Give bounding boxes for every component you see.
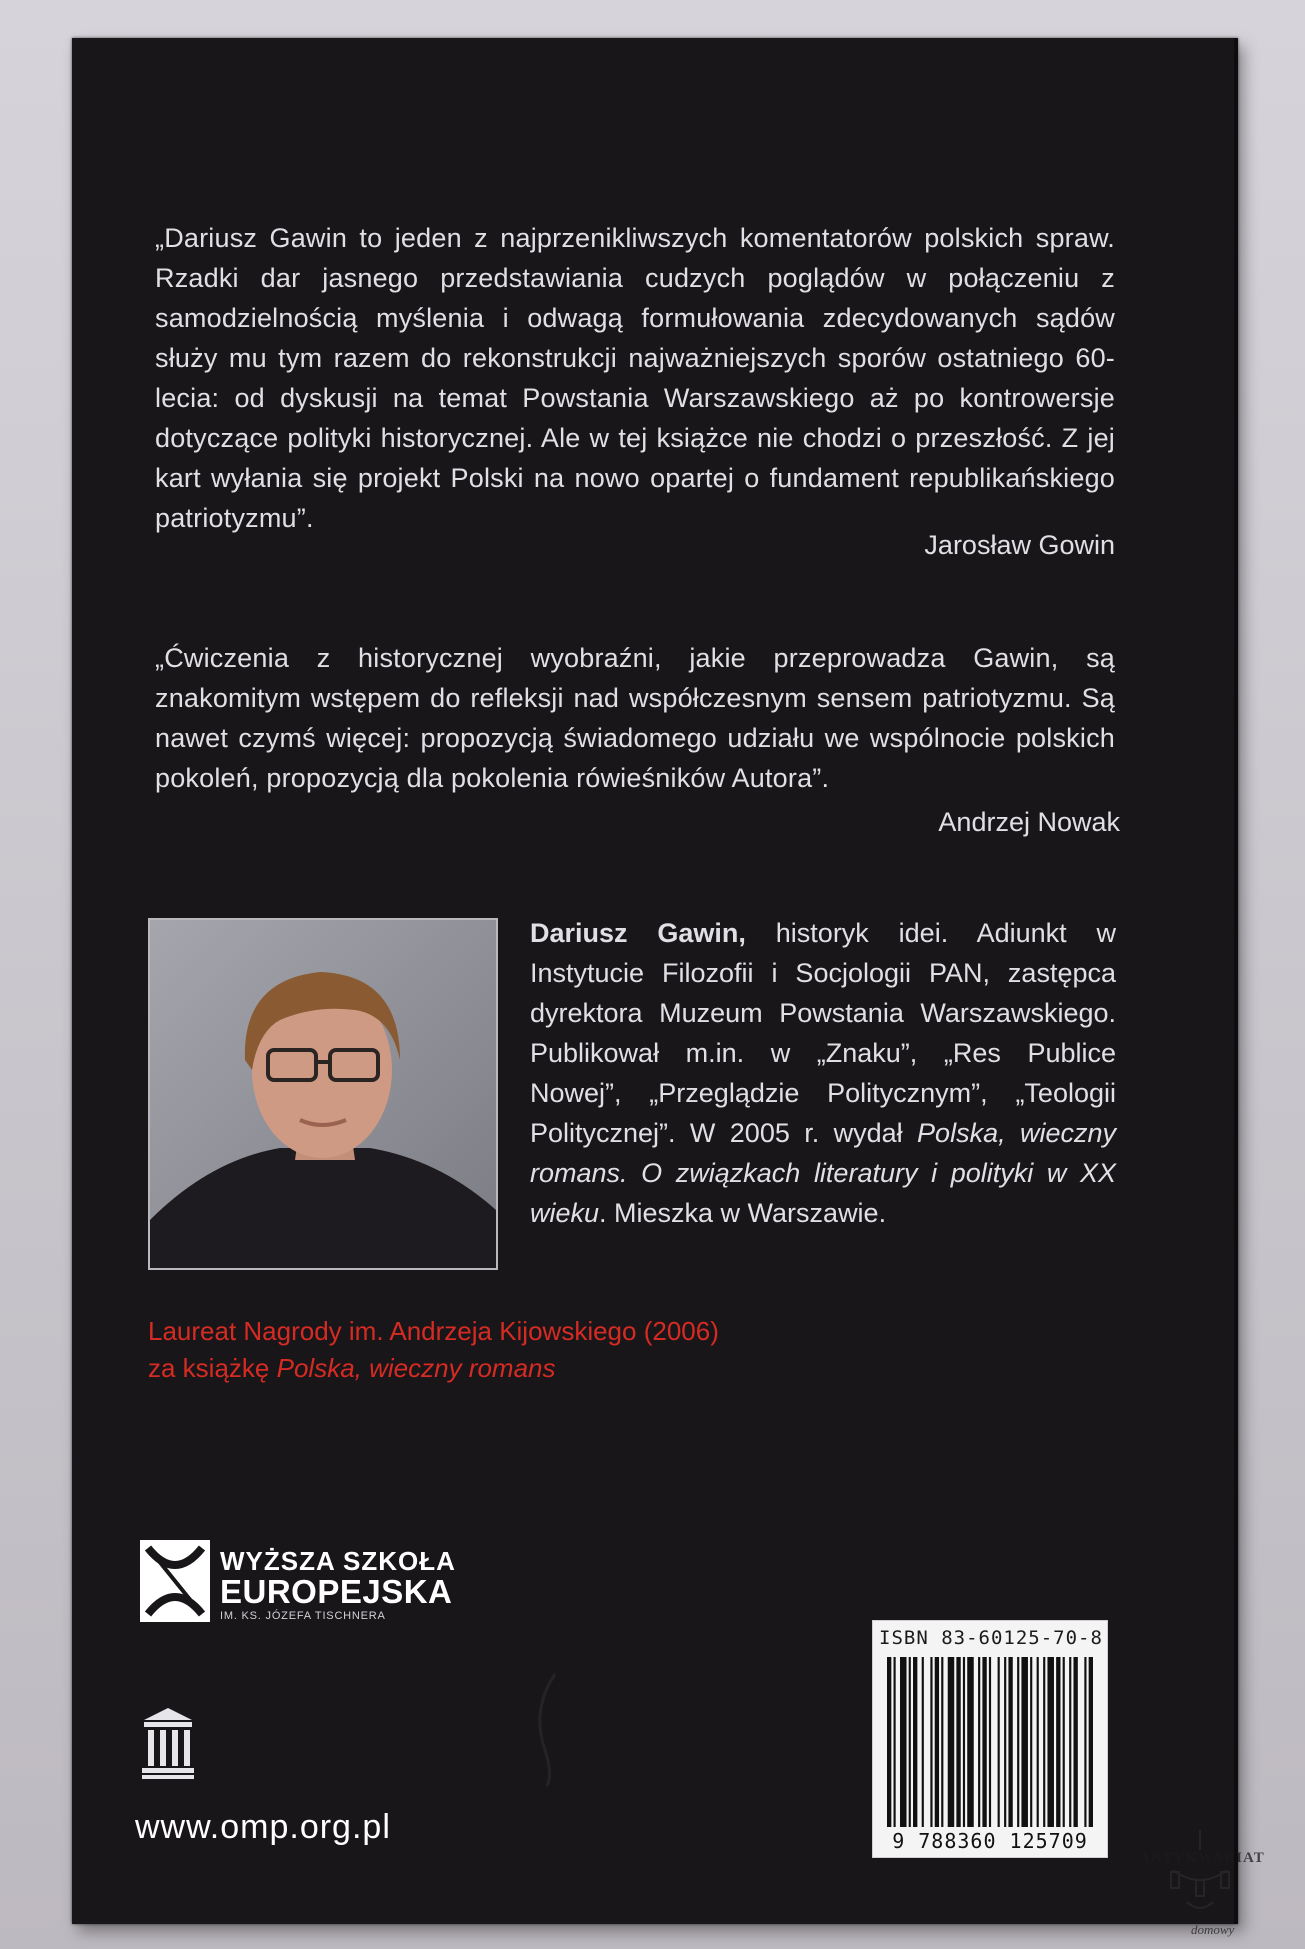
watermark-text: ANTYKWARIAT <box>1139 1850 1265 1866</box>
barcode-bar <box>922 1657 924 1827</box>
barcode-bar <box>1030 1657 1032 1827</box>
ean-number: 9 788360 125709 <box>892 1829 1088 1853</box>
award-line-2-prefix: za książkę <box>148 1353 277 1383</box>
barcode-bar <box>1043 1657 1045 1827</box>
watermark-subtext: domowy <box>1191 1922 1235 1937</box>
barcode-bar <box>941 1657 943 1827</box>
publisher-logo-icon <box>140 1540 210 1622</box>
barcode-bar <box>989 1657 991 1827</box>
author-photo <box>148 918 498 1270</box>
bio-text-end: . Mieszka w Warszawie. <box>599 1198 887 1228</box>
barcode-bar <box>1063 1657 1065 1827</box>
award-line-2 <box>148 1350 719 1387</box>
chandelier-icon <box>1165 1830 1235 1920</box>
publisher-url: www.omp.org.pl <box>135 1808 391 1846</box>
barcode-bar <box>909 1657 911 1827</box>
barcode-bar <box>1037 1657 1039 1827</box>
barcode-bar <box>956 1657 960 1827</box>
barcode-bar <box>900 1657 907 1827</box>
bio-author-name: Dariusz Gawin, <box>530 918 746 948</box>
barcode-bar <box>1021 1657 1028 1827</box>
barcode-bar <box>1004 1657 1006 1827</box>
barcode-bar <box>894 1657 896 1827</box>
quote-2: „Ćwiczenia z historycznej wyobraźni, jakie przeprowadza Gawin, są znakomitym wstępem do refleksji nad współczesnym sensem patriotyzmu. Są nawet czymś więcej: propozycją świadomego udziału we wspólnocie polskich pokoleń, propozycją dla pokolenia rówieśników Autora”. <box>155 643 1115 793</box>
barcode-bar <box>1073 1657 1077 1827</box>
bio-book-title: Polska, wieczny romans. O związkach literatury i polityki w XX wieku <box>530 1118 1116 1228</box>
bio-text: historyk idei. Adiunkt w Instytucie Filozofii i Socjologii PAN, zastępca dyrektora Muzeum Powstania Warszawskiego. Publikował m.in. w „Znaku”, „Res Publice Nowej”, „Przeglądzie Politycznym”, „Teologii Politycznej”. W 2005 r. wydał <box>530 918 1116 1148</box>
award-line-1: Laureat Nagrody im. Andrzeja Kijowskiego (2006) <box>148 1316 719 1346</box>
barcode-bar <box>967 1657 974 1827</box>
barcode-bar <box>948 1657 955 1827</box>
barcode-bar <box>913 1657 917 1827</box>
building-icon <box>140 1706 196 1780</box>
barcode-bar <box>1089 1657 1093 1827</box>
barcode-bar <box>1084 1657 1086 1827</box>
isbn-label: ISBN 83-60125-70-8 <box>879 1627 1103 1649</box>
barcode-bar <box>935 1657 939 1827</box>
barcode-bar <box>1069 1657 1071 1827</box>
barcode-bar <box>963 1657 965 1827</box>
barcode-bar <box>930 1657 932 1827</box>
award-book-title: Polska, wieczny romans <box>276 1353 556 1383</box>
publisher-logo-line-3: IM. KS. JÓZEFA TISCHNERA <box>220 1610 386 1622</box>
quote-1: „Dariusz Gawin to jeden z najprzenikliwszych komentatorów polskich spraw. Rzadki dar jasnego przedstawiania cudzych poglądów w połączeniu z samodzielnością myślenia i odwagą formułowania zdecydowanych sądów służy mu tym razem do rekonstrukcji najważniejszych sporów ostatniego 60-lecia: od dyskusji na temat Powstania Warszawskiego aż po kontrowersje dotyczące polityki historycznej. Ale w tej książce nie chodzi o przeszłość. Z jej kart wyłania się projekt Polski na nowo opartej o fundament republikańskiego patriotyzmu”. <box>155 223 1115 533</box>
barcode-icon <box>887 1657 1093 1827</box>
cover-scuff-mark <box>525 1670 575 1790</box>
publisher-logo <box>140 1540 460 1624</box>
barcode-bar <box>978 1657 980 1827</box>
barcode-bar <box>1008 1657 1012 1827</box>
award-note <box>148 1313 719 1387</box>
barcode-bar <box>887 1657 891 1827</box>
antykwariat-watermark <box>1135 1830 1265 1940</box>
isbn-barcode-panel <box>872 1620 1108 1858</box>
barcode-bar <box>1047 1657 1054 1827</box>
barcode-bar <box>1017 1657 1019 1827</box>
barcode-bar <box>998 1657 1000 1827</box>
publisher-logo-line-1: WYŻSZA SZKOŁA <box>220 1546 456 1576</box>
quote-2-author: Andrzej Nowak <box>938 807 1120 837</box>
author-bio <box>530 913 1116 1233</box>
barcode-bar <box>1056 1657 1060 1827</box>
publisher-logo-line-2: EUROPEJSKA <box>220 1573 453 1610</box>
quote-1-author: Jarosław Gowin <box>924 530 1115 560</box>
barcode-bar <box>982 1657 986 1827</box>
